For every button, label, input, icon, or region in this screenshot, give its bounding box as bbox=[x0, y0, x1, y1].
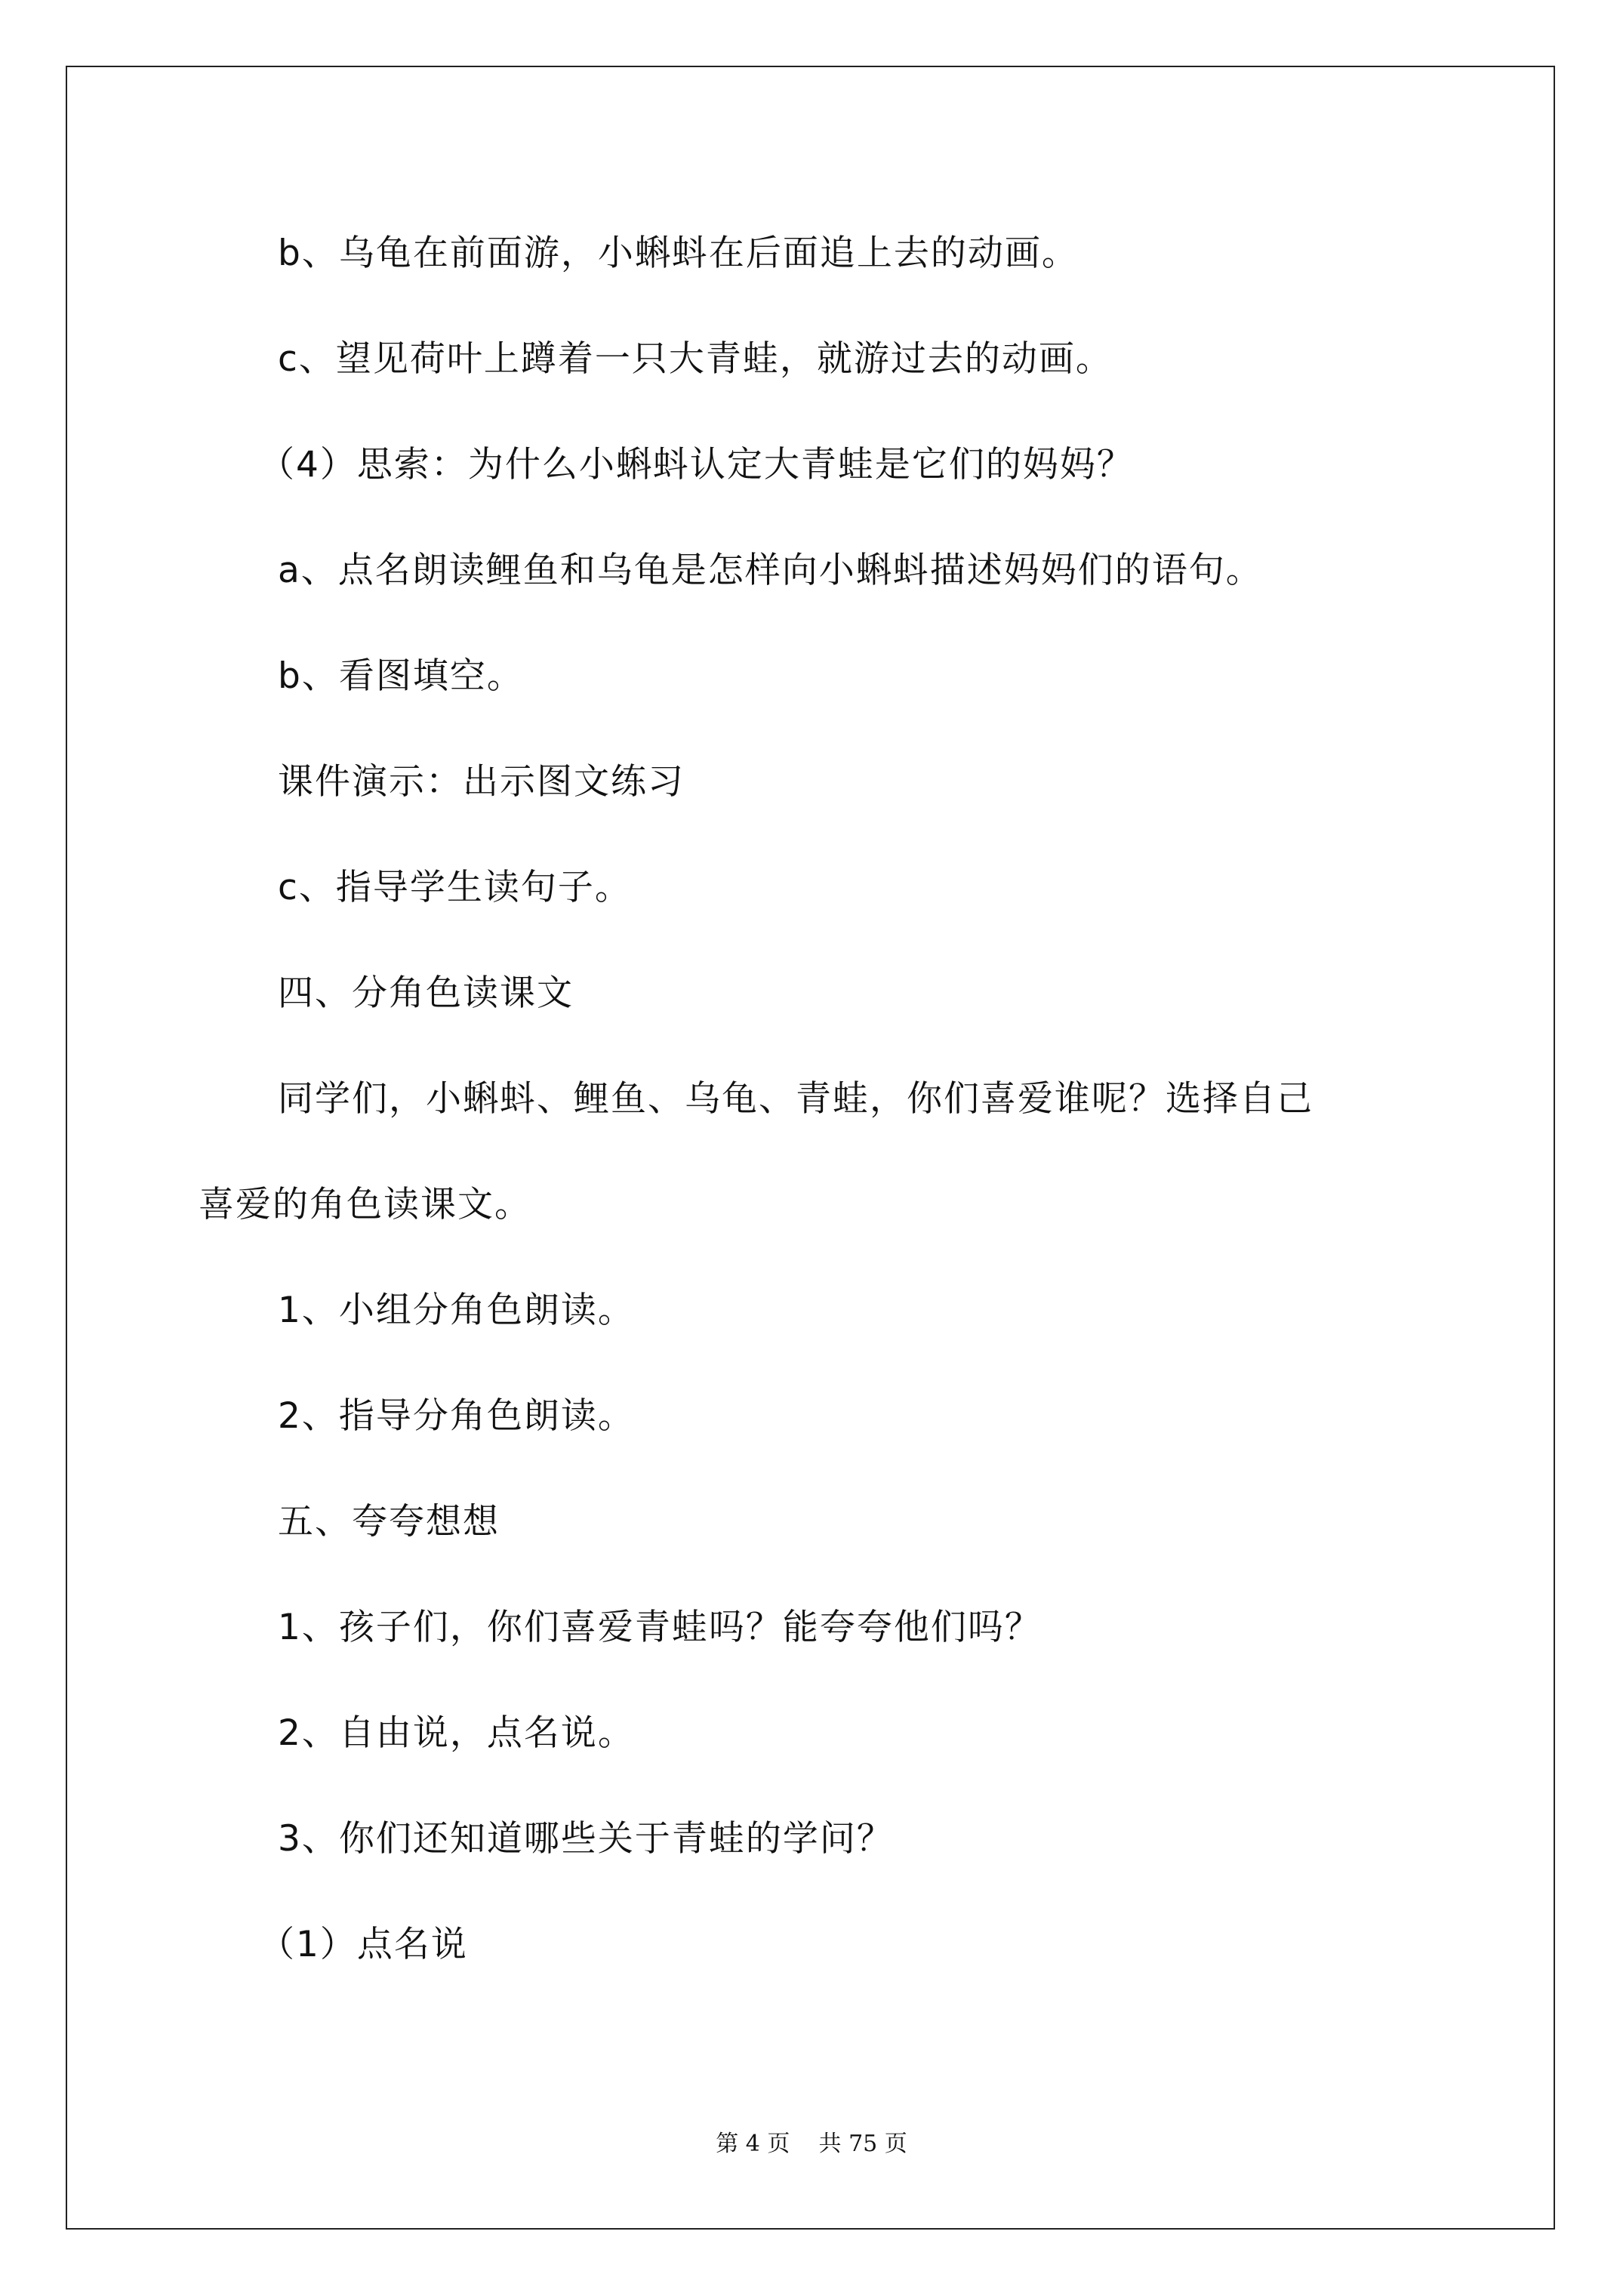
text-line-5: b、看图填空。 bbox=[278, 655, 524, 697]
text-line-14: 1、孩子们，你们喜爱青蛙吗？能夸夸他们吗？ bbox=[278, 1607, 1042, 1648]
text-line-7: c、指导学生读句子。 bbox=[278, 867, 632, 908]
page-border bbox=[66, 66, 1555, 2230]
text-line-12: 2、指导分角色朗读。 bbox=[278, 1395, 635, 1437]
section-heading-5: 五、夸夸想想 bbox=[278, 1501, 500, 1542]
text-line-1: b、乌龟在前面游，小蝌蚪在后面追上去的动画。 bbox=[278, 233, 1079, 274]
text-line-16: 3、你们还知道哪些关于青蛙的学问？ bbox=[278, 1818, 894, 1860]
text-line-3: （4）思索：为什么小蝌蚪认定大青蛙是它们的妈妈？ bbox=[259, 444, 1134, 485]
text-line-11: 1、小组分角色朗读。 bbox=[278, 1290, 635, 1331]
text-line-17: （1）点名说 bbox=[259, 1924, 468, 1965]
text-line-6: 课件演示：出示图文练习 bbox=[278, 761, 685, 803]
text-line-9: 同学们，小蝌蚪、鲤鱼、乌龟、青蛙，你们喜爱谁呢？选择自己 bbox=[278, 1078, 1313, 1120]
text-line-10: 喜爱的角色读课文。 bbox=[199, 1184, 531, 1225]
text-line-4: a、点名朗读鲤鱼和乌龟是怎样向小蝌蚪描述妈妈们的语句。 bbox=[278, 550, 1263, 591]
page-footer bbox=[0, 2129, 1623, 2159]
text-line-2: c、望见荷叶上蹲着一只大青蛙，就游过去的动画。 bbox=[278, 338, 1113, 380]
page-number: 第 4 页 bbox=[716, 2131, 790, 2157]
section-heading-4: 四、分角色读课文 bbox=[278, 972, 574, 1014]
text-line-15: 2、自由说，点名说。 bbox=[278, 1712, 635, 1754]
page-total: 共 75 页 bbox=[818, 2131, 907, 2157]
